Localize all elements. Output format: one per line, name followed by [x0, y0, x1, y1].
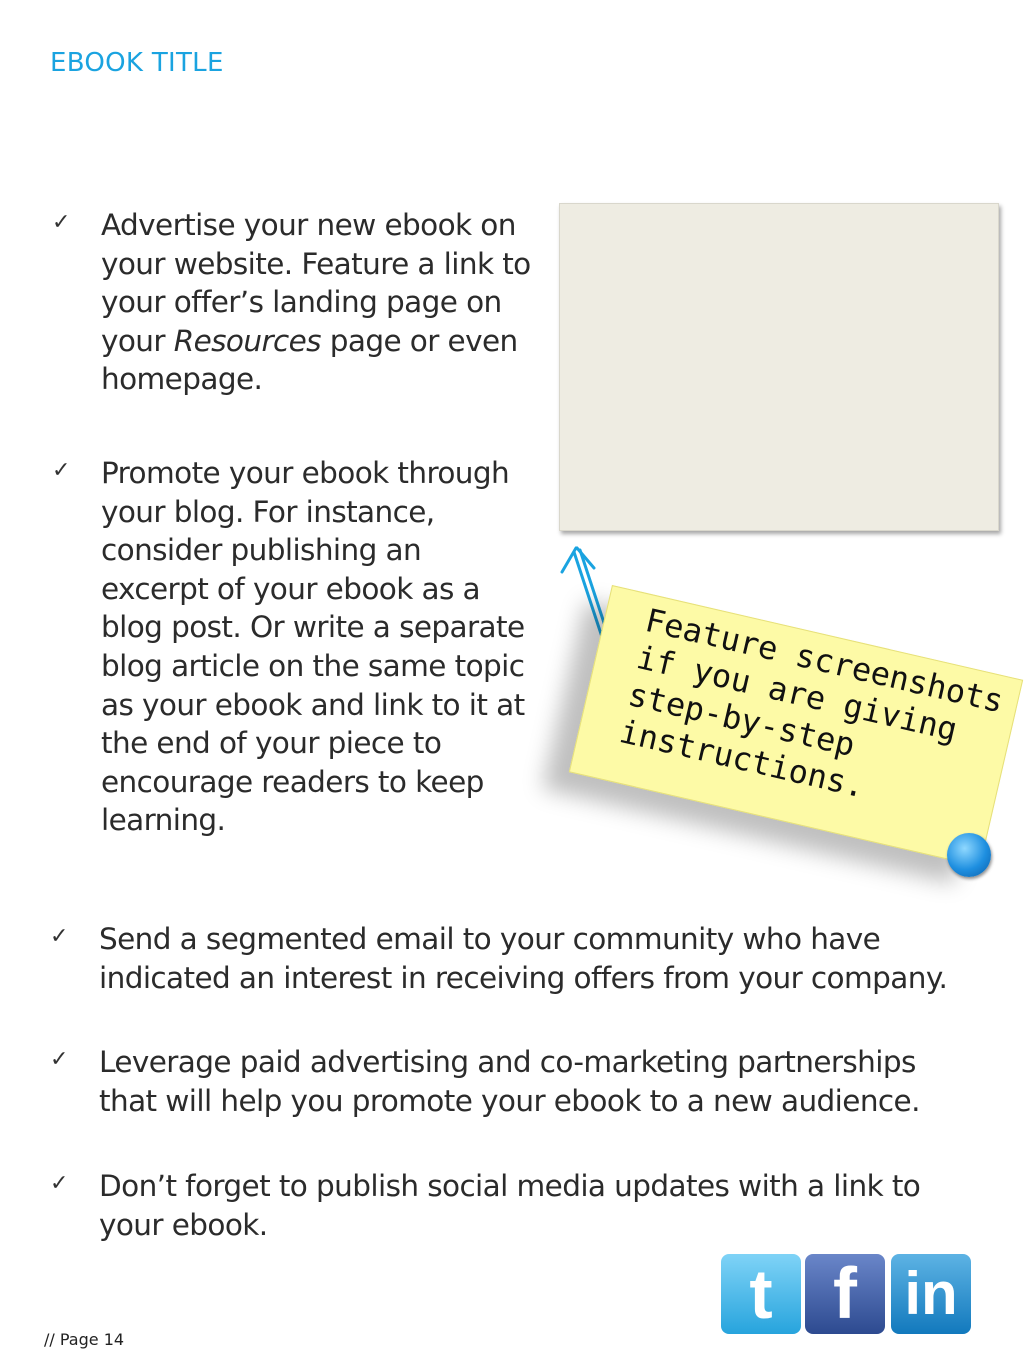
- list-item-text: Advertise your new ebook on your website. Feature a link to your offer’s landing page on your Resources page or even homepage.: [101, 208, 531, 397]
- list-item: [50, 1043, 979, 1120]
- list-item-text: Send a segmented email to your community who have indicated an interest in receiving offers from your company.: [99, 922, 948, 995]
- sticky-note: [569, 585, 1023, 867]
- facebook-icon[interactable]: f: [805, 1254, 885, 1334]
- resources-emphasis: Resources: [173, 323, 321, 358]
- checkmark-icon: ✓: [50, 1047, 69, 1072]
- list-item: [50, 1167, 979, 1244]
- list-item: [52, 454, 531, 840]
- list-item-text: Leverage paid advertising and co-marketing partnerships that will help you promote your ebook to a new audience.: [99, 1045, 920, 1118]
- list-item-text: Promote your ebook through your blog. For instance, consider publishing an excerpt of your ebook as a blog post. Or write a separate blog article on the same topic as your ebook and link to it at the end of your piece to encourage readers to keep learning.: [101, 456, 525, 838]
- sticky-note-text: Feature screenshots if you are giving step-by-step instructions.: [616, 601, 1008, 806]
- list-item-text: Don’t forget to publish social media updates with a link to your ebook.: [99, 1169, 921, 1242]
- screenshot-placeholder: [559, 203, 999, 531]
- page-number: // Page 14: [44, 1330, 125, 1349]
- checkmark-icon: ✓: [52, 210, 71, 235]
- twitter-icon[interactable]: t: [721, 1254, 801, 1334]
- pushpin-icon: [947, 833, 991, 877]
- ebook-title: EBOOK TITLE: [50, 48, 224, 78]
- checkmark-icon: ✓: [52, 458, 71, 483]
- list-item: [50, 920, 979, 997]
- checkmark-icon: ✓: [50, 1171, 69, 1196]
- list-item: [52, 206, 531, 399]
- linkedin-icon[interactable]: in: [891, 1254, 971, 1334]
- checkmark-icon: ✓: [50, 924, 69, 949]
